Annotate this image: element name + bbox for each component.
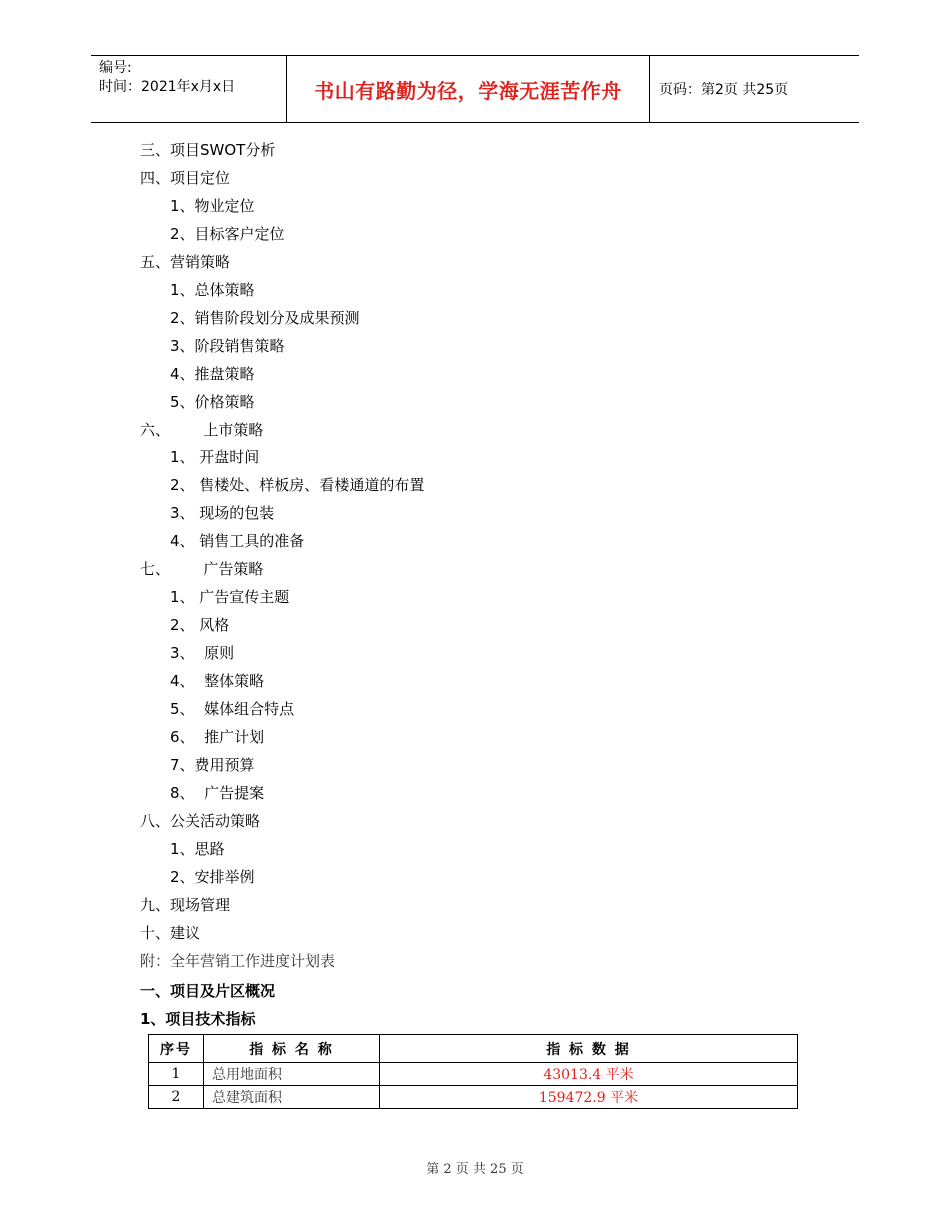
toc-subitem: 3、阶段销售策略 [170, 336, 285, 355]
toc-item: 三、项目SWOT分析 [140, 141, 276, 159]
toc-subitem: 8、 广告提案 [170, 783, 265, 802]
toc-subitem: 5、 媒体组合特点 [170, 700, 295, 718]
col-header-name: 指 标 名 称 [204, 1035, 380, 1063]
toc-subitem: 2、目标客户定位 [170, 224, 285, 243]
table-header-row [149, 1035, 798, 1063]
technical-indicators-table [148, 1034, 798, 1109]
row-no: 2 [149, 1086, 204, 1109]
header-motto: 书山有路勤为径，学海无涯苦作舟 [314, 78, 622, 103]
toc-subitem: 2、安排举例 [170, 867, 255, 886]
toc-item: 四、项目定位 [140, 168, 231, 187]
toc-subitem: 2、 售楼处、样板房、看楼通道的布置 [170, 476, 425, 495]
toc-subitem: 7、费用预算 [170, 755, 255, 774]
toc-subitem: 4、推盘策略 [170, 364, 255, 383]
toc-subitem: 2、 风格 [170, 616, 230, 635]
page-header [91, 55, 859, 123]
toc-item: 附：全年营销工作进度计划表 [140, 951, 336, 970]
toc-subitem: 6、 推广计划 [170, 727, 265, 746]
toc-subitem: 5、价格策略 [170, 392, 255, 411]
row-no: 1 [149, 1063, 204, 1086]
table-row [149, 1086, 798, 1109]
header-page-info: 页码：第2页 共25页 [659, 82, 789, 98]
toc-subitem: 2、销售阶段划分及成果预测 [170, 308, 360, 327]
toc-item: 六、 上市策略 [140, 420, 264, 439]
toc-subitem: 1、总体策略 [170, 280, 255, 299]
toc-subitem: 3、 现场的包装 [170, 504, 275, 523]
toc-item: 七、 广告策略 [140, 560, 264, 579]
time-label: 时间：2021年x月x日 [99, 79, 236, 95]
toc-item: 十、建议 [140, 923, 201, 942]
toc-subitem: 1、思路 [170, 839, 225, 858]
toc-subitem: 1、 广告宣传主题 [170, 588, 290, 607]
row-value: 159472.9 平米 [380, 1086, 798, 1109]
row-name: 总用地面积 [204, 1063, 380, 1086]
toc-item: 五、营销策略 [140, 252, 231, 271]
row-name: 总建筑面积 [204, 1086, 380, 1109]
toc-item: 九、现场管理 [140, 895, 231, 914]
toc-subitem: 1、 开盘时间 [170, 448, 260, 467]
section-title: 一、项目及片区概况 [140, 982, 276, 1000]
col-header-no: 序号 [149, 1035, 204, 1063]
toc-item: 八、公关活动策略 [140, 811, 261, 830]
header-meta [99, 56, 289, 122]
serial-label: 编号: [99, 60, 132, 76]
toc-subitem: 1、物业定位 [170, 196, 255, 215]
toc-subitem: 4、 销售工具的准备 [170, 532, 305, 551]
section-subtitle: 1、项目技术指标 [140, 1010, 256, 1028]
header-divider [649, 56, 650, 122]
toc-subitem: 3、 原则 [170, 644, 235, 663]
col-header-value: 指 标 数 据 [380, 1035, 798, 1063]
page-footer: 第 2 页 共 25 页 [426, 1162, 524, 1177]
toc-subitem: 4、 整体策略 [170, 672, 265, 691]
row-value: 43013.4 平米 [380, 1063, 798, 1086]
table-row [149, 1063, 798, 1086]
